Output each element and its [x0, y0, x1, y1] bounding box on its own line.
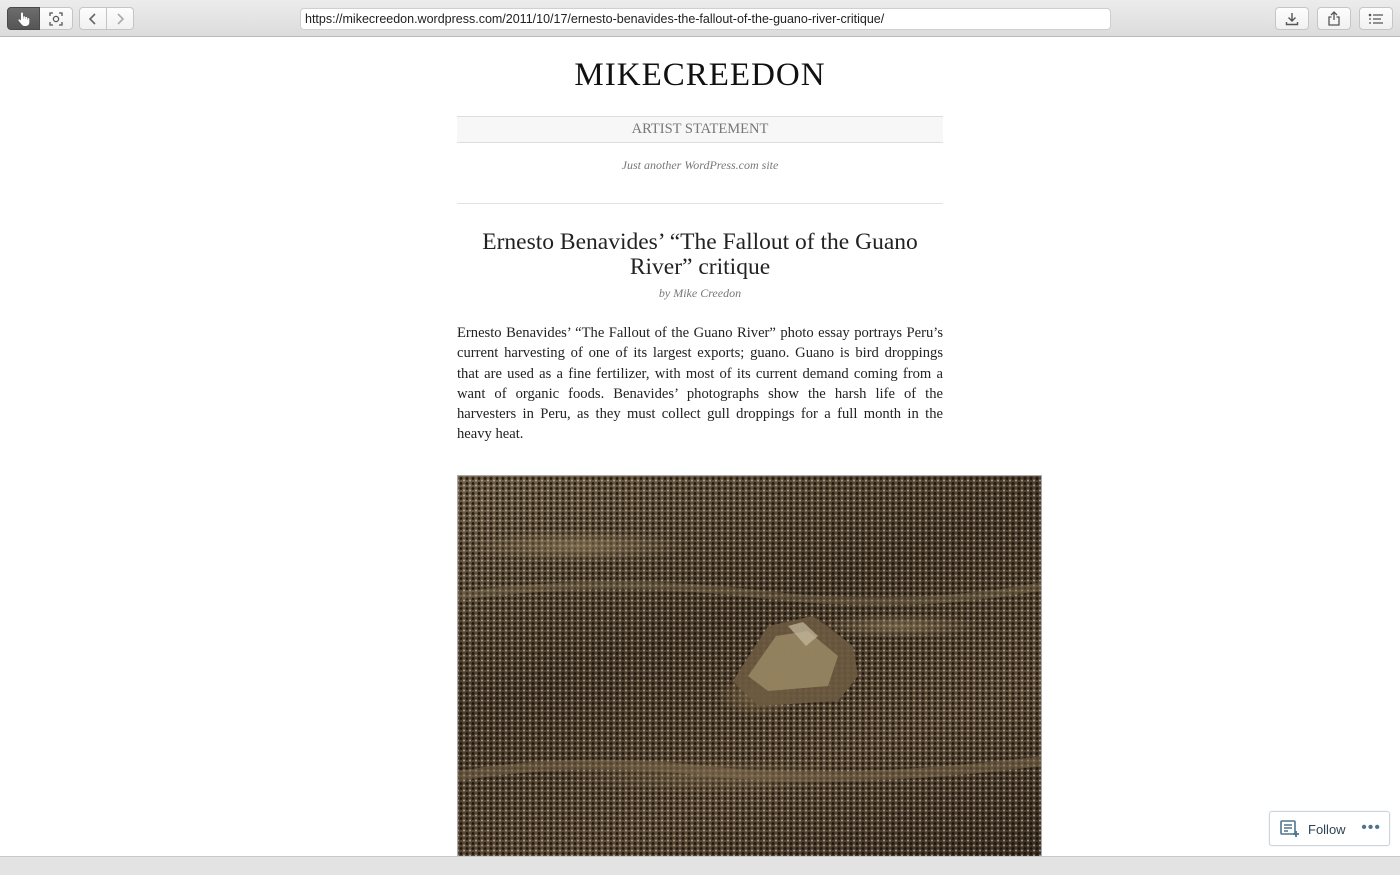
nav-menu: [457, 116, 943, 143]
post-byline: by Mike Creedon: [658, 286, 742, 300]
post-body: Ernesto Benavides’ “The Fallout of the Guano River” photo essay portrays Peru’s current harvesting of one of its largest exports; guano. Guano is bird droppings that are used as a fine fertilizer, with most of its current demand coming from a want of organic foods. Benavides’ photographs show the harsh life of the harvesters in Peru, as they must collect gull droppings for a full month in the heavy heat.: [457, 325, 943, 443]
post-photo[interactable]: [457, 475, 1042, 856]
forward-icon: [115, 13, 125, 25]
web-page: [0, 38, 1400, 856]
post-title[interactable]: Ernesto Benavides’ “The Fallout of the Guano River” critique: [482, 229, 918, 280]
reading-list-icon: [1368, 13, 1384, 25]
screenshot-icon: [49, 12, 63, 26]
share-button[interactable]: [1317, 7, 1351, 30]
reader-follow-icon: [1280, 820, 1300, 838]
browser-status-bar: [0, 856, 1400, 875]
more-options-button[interactable]: •••: [1361, 819, 1381, 836]
reading-list-button[interactable]: [1359, 7, 1393, 30]
header-divider: [457, 203, 943, 204]
url-bar[interactable]: https://mikecreedon.wordpress.com/2011/10/17/ernesto-benavides-the-fallout-of-the-guano-river-critique/: [300, 8, 1111, 30]
pointer-tool-button[interactable]: [7, 7, 40, 30]
site-tagline: Just another WordPress.com site: [621, 158, 779, 172]
back-icon: [88, 13, 98, 25]
browser-toolbar: [0, 0, 1400, 37]
follow-label: Follow: [1308, 821, 1346, 837]
follow-button[interactable]: [1280, 820, 1346, 838]
nav-item-artist-statement[interactable]: ARTIST STATEMENT: [631, 121, 769, 137]
pointer-icon: [16, 11, 32, 27]
share-icon: [1327, 11, 1341, 26]
site-title[interactable]: MIKECREEDON: [574, 57, 826, 93]
screenshot-tool-button[interactable]: [40, 7, 73, 30]
follow-widget: [1269, 811, 1390, 846]
photo-subject-boat: [458, 476, 1042, 856]
forward-button[interactable]: [107, 7, 134, 30]
download-icon: [1285, 12, 1299, 26]
back-button[interactable]: [79, 7, 107, 30]
download-button[interactable]: [1275, 7, 1309, 30]
